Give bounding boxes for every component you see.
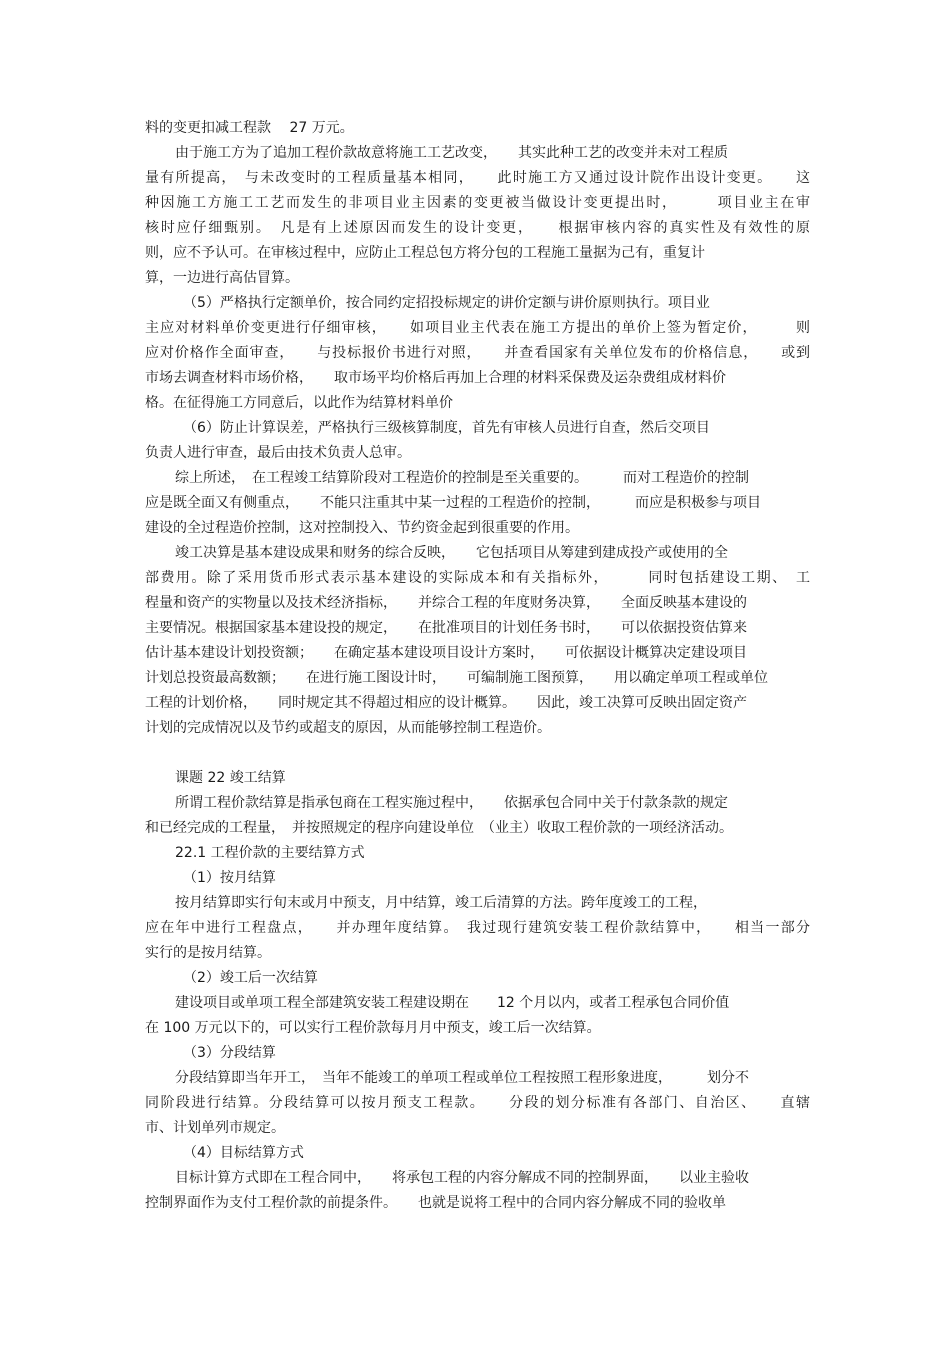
text-line: 控制界面作为支付工程价款的前提条件。 也就是说将工程中的合同内容分解成不同的验收单 xyxy=(145,1195,726,1211)
item-heading: （1）按月结算 xyxy=(183,870,276,886)
text-line: 计划的完成情况以及节约或超支的原因，从而能够控制工程造价。 xyxy=(145,720,551,736)
item-heading: （2）竣工后一次结算 xyxy=(183,970,318,986)
text-line: 综上所述， 在工程竣工结算阶段对工程造价的控制是至关重要的。 而对工程造价的控制 xyxy=(175,470,749,486)
text-line: 种因施工方施工工艺而发生的非项目业主因素的变更被当做设计变更提出时， 项目业主在审 xyxy=(145,195,810,211)
text-line: 算，一边进行高估冒算。 xyxy=(145,270,299,286)
text-line: 工程的计划价格， 同时规定其不得超过相应的设计概算。 因此，竣工决算可反映出固定资产 xyxy=(145,695,747,711)
text-line: 竣工决算是基本建设成果和财务的综合反映， 它包括项目从筹建到建成投产或使用的全 xyxy=(175,545,728,561)
text-line: 主应对材料单价变更进行仔细审核， 如项目业主代表在施工方提出的单价上签为暂定价， 则 xyxy=(145,320,810,336)
text-line: 目标计算方式即在工程合同中， 将承包工程的内容分解成不同的控制界面， 以业主验收 xyxy=(175,1170,749,1186)
text-line: 料的变更扣减工程款 27 万元。 xyxy=(145,120,354,136)
text-line: 市场去调查材料市场价格， 取市场平均价格后再加上合理的材料采保费及运杂费组成材料价 xyxy=(145,370,726,386)
text-line: 和已经完成的工程量， 并按照规定的程序向建设单位 （业主）收取工程价款的一项经济活动。 xyxy=(145,820,733,836)
text-line: 主要情况。根据国家基本建设投的规定， 在批准项目的计划任务书时， 可以依据投资估算来 xyxy=(145,620,747,636)
text-line: 应在年中进行工程盘点， 并办理年度结算。 我过现行建筑安装工程价款结算中， 相当一部分 xyxy=(145,920,810,936)
text-line: 在 100 万元以下的，可以实行工程价款每月月中预支，竣工后一次结算。 xyxy=(145,1020,601,1036)
text-line: 估计基本建设计划投资额； 在确定基本建设项目设计方案时， 可依据设计概算决定建设项目 xyxy=(145,645,747,661)
item-heading: （3）分段结算 xyxy=(183,1045,276,1061)
text-line: 应对价格作全面审查， 与投标报价书进行对照， 并查看国家有关单位发布的价格信息， 或到 xyxy=(145,345,810,361)
text-line: 分段结算即当年开工， 当年不能竣工的单项工程或单位工程按照工程形象进度， 划分不 xyxy=(175,1070,749,1086)
text-line: 格。在征得施工方同意后，以此作为结算材料单价 xyxy=(145,395,453,411)
text-line: 实行的是按月结算。 xyxy=(145,945,271,961)
text-line: 应是既全面又有侧重点， 不能只注重其中某一过程的工程造价的控制， 而应是积极参与项目 xyxy=(145,495,761,511)
text-line: 市、计划单列市规定。 xyxy=(145,1120,285,1136)
text-line: 同阶段进行结算。分段结算可以按月预支工程款。 分段的划分标准有各部门、自治区、 直辖 xyxy=(145,1095,810,1111)
text-line: 由于施工方为了追加工程价款故意将施工工艺改变， 其实此种工艺的改变并未对工程质 xyxy=(175,145,728,161)
text-line: 建设项目或单项工程全部建筑安装工程建设期在 12 个月以内，或者工程承包合同价值 xyxy=(175,995,730,1011)
text-line: 建设的全过程造价控制，这对控制投入、节约资金起到很重要的作用。 xyxy=(145,520,579,536)
text-line: （6）防止计算误差，严格执行三级核算制度，首先有审核人员进行自查，然后交项目 xyxy=(183,420,710,436)
item-heading: （4）目标结算方式 xyxy=(183,1145,304,1161)
section-heading: 课题 22 竣工结算 xyxy=(175,770,286,786)
text-line: 负责人进行审查，最后由技术负责人总审。 xyxy=(145,445,411,461)
text-line: 则，应不予认可。在审核过程中，应防止工程总包方将分包的工程施工量据为己有，重复计 xyxy=(145,245,705,261)
text-line: 部费用。除了采用货币形式表示基本建设的实际成本和有关指标外， 同时包括建设工期、 工 xyxy=(145,570,810,586)
text-line: 计划总投资最高数额； 在进行施工图设计时， 可编制施工图预算， 用以确定单项工程或单位 xyxy=(145,670,768,686)
text-line: （5）严格执行定额单价，按合同约定招投标规定的讲价定额与讲价原则执行。项目业 xyxy=(183,295,710,311)
text-line: 核时应仔细甄别。 凡是有上述原因而发生的设计变更， 根据审核内容的真实性及有效性的原 xyxy=(145,220,810,236)
subsection-heading: 22.1 工程价款的主要结算方式 xyxy=(175,845,365,861)
text-line: 所谓工程价款结算是指承包商在工程实施过程中， 依据承包合同中关于付款条款的规定 xyxy=(175,795,728,811)
text-line: 量有所提高， 与未改变时的工程质量基本相同， 此时施工方又通过设计院作出设计变更。 这 xyxy=(145,170,810,186)
text-line: 程量和资产的实物量以及技术经济指标， 并综合工程的年度财务决算， 全面反映基本建设的 xyxy=(145,595,747,611)
text-line: 按月结算即实行旬末或月中预支，月中结算，竣工后清算的方法。跨年度竣工的工程， xyxy=(175,895,707,911)
